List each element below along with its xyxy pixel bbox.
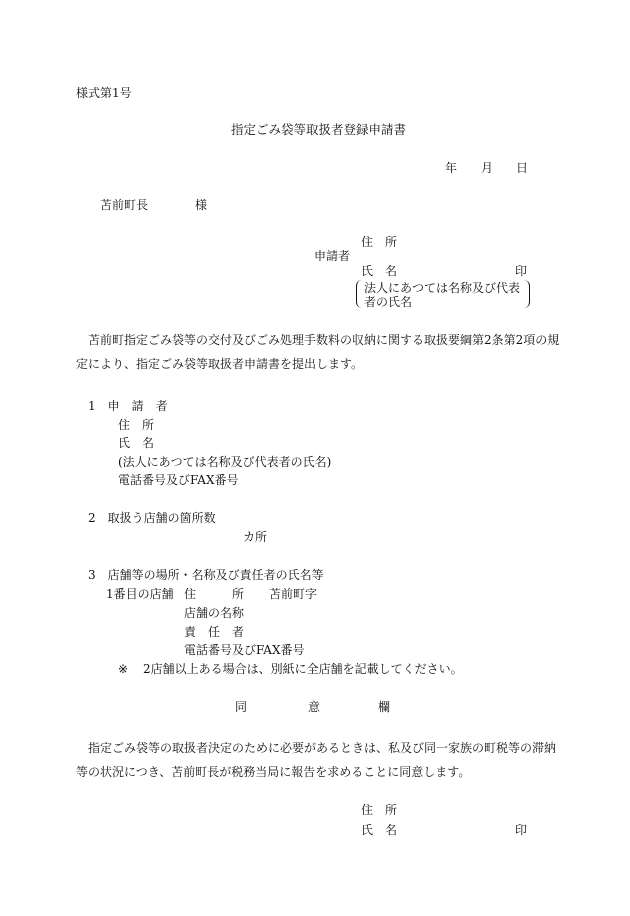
store1-phone-label: 電話番号及びFAX番号 (184, 643, 305, 657)
section1-address: 住 所 (118, 418, 155, 432)
note-mark: ※ (118, 662, 129, 676)
intro-line-2: 定により、指定ごみ袋等取扱者申請書を提出します。 (76, 357, 364, 371)
corporate-note-line2: 者の氏名 (364, 295, 413, 309)
applicant-name-label: 氏 名 (361, 264, 398, 278)
consent-heading-2: 意 (308, 700, 321, 714)
consent-text-line-2: 等の状況につき、苫前町長が税務当局に報告を求めることに同意します。 (76, 765, 471, 779)
store1-address-value: 苫前町字 (269, 587, 318, 601)
section1-corp-note: (法人にあつては名称及び代表者の氏名) (118, 455, 332, 469)
consent-text-line-1: 指定ごみ袋等の取扱者決定のために必要があるときは、私及び同一家族の町税等の滞納 (88, 741, 557, 755)
applicant-label: 申請者 (314, 249, 351, 263)
section3-heading: 3 店舗等の場所・名称及び責任者の氏名等 (88, 568, 324, 582)
intro-line-1: 苫前町指定ごみ袋等の交付及びごみ処理手数料の収納に関する取扱要綱第2条第2項の規 (88, 333, 560, 347)
date-day: 日 (516, 161, 529, 175)
addressee-name: 苫前町長 (100, 198, 149, 212)
consent-heading-3: 欄 (378, 700, 391, 714)
corporate-note-line1: 法人にあつては名称及び代表 (364, 281, 521, 295)
consent-name-label: 氏 名 (361, 823, 398, 837)
document-title: 指定ごみ袋等取扱者登録申請書 (231, 122, 407, 137)
store1-label: 1番目の店舗 (106, 587, 174, 601)
applicant-address-label: 住 所 (361, 235, 398, 249)
consent-seal: 印 (515, 823, 528, 837)
date-year: 年 (445, 161, 458, 175)
addressee-honorific: 様 (195, 198, 208, 212)
consent-address-label: 住 所 (361, 803, 398, 817)
section1-heading: 1 申 請 者 (88, 399, 168, 413)
form-number: 様式第1号 (76, 86, 132, 100)
note-text: 2店舗以上ある場合は、別紙に全店舗を記載してください。 (143, 662, 463, 676)
store1-manager-label: 責 任 者 (184, 625, 245, 639)
store1-store-name-label: 店舗の名称 (184, 606, 245, 620)
consent-heading-1: 同 (235, 700, 248, 714)
section1-phone: 電話番号及びFAX番号 (118, 473, 239, 487)
section1-name: 氏 名 (118, 436, 155, 450)
date-month: 月 (481, 161, 494, 175)
section2-unit: カ所 (243, 530, 268, 544)
store1-address-label: 住 所 (184, 587, 245, 601)
applicant-seal: 印 (515, 264, 528, 278)
section2-heading: 2 取扱う店舗の箇所数 (88, 511, 216, 525)
